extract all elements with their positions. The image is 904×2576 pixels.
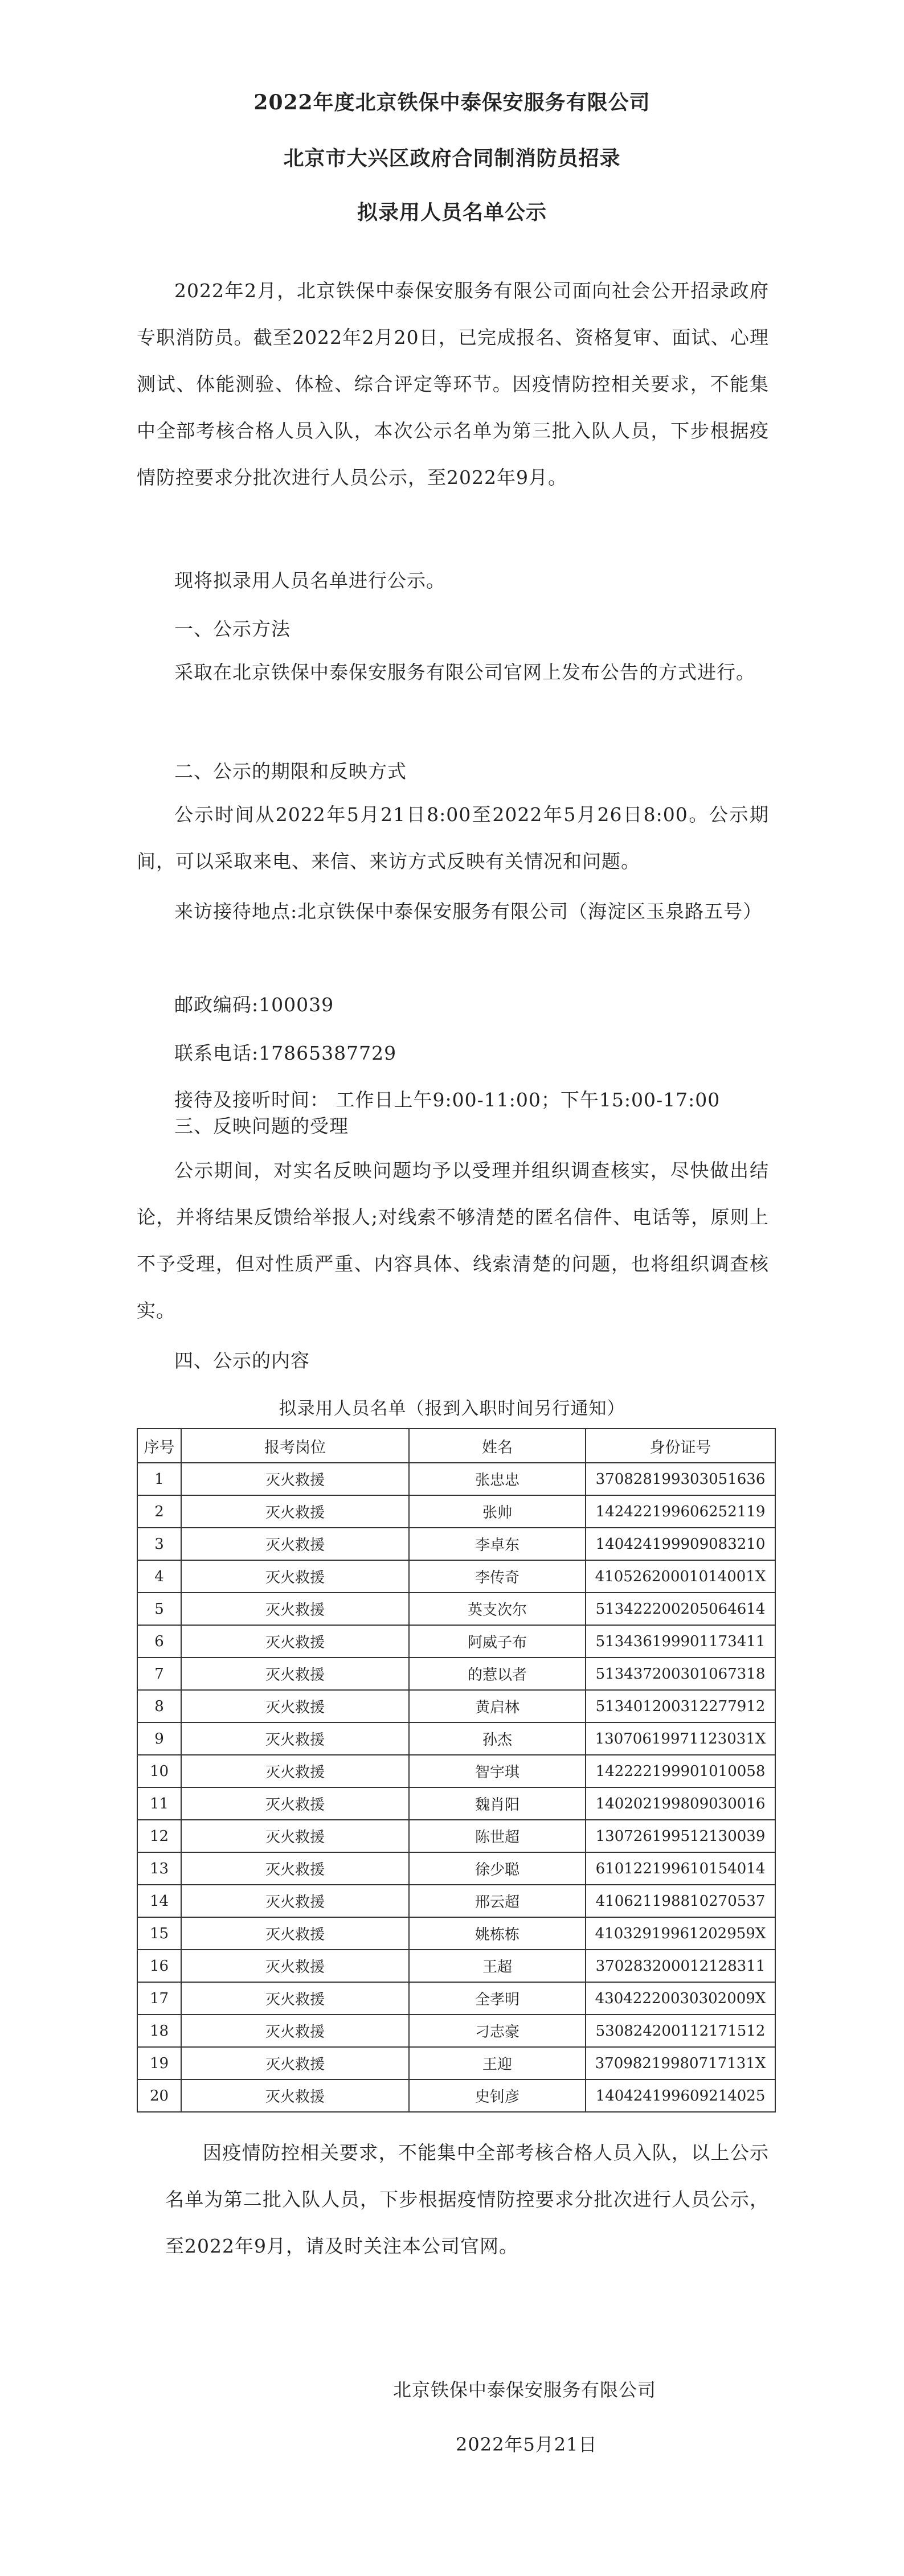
title-line-2: 北京市大兴区政府合同制消防员招录 (283, 146, 621, 170)
table-row (137, 1820, 775, 1852)
cell-name: 英支次尔 (409, 1593, 586, 1625)
table-row (137, 1885, 775, 1917)
table-caption: 拟录用人员名单（报到入职时间另行通知） (279, 1398, 625, 1419)
cell-name: 王超 (409, 1950, 586, 1982)
header-position: 报考岗位 (181, 1429, 409, 1463)
notice-line: 现将拟录用人员名单进行公示。 (174, 569, 445, 592)
title-line-1: 2022年度北京铁保中泰保安服务有限公司 (253, 91, 651, 114)
table-row (137, 2079, 775, 2112)
cell-position: 灭火救援 (181, 1528, 409, 1560)
cell-name: 刁志豪 (409, 2015, 586, 2047)
cell-id-number: 530824200112171512 (586, 2015, 775, 2047)
cell-position: 灭火救援 (181, 2015, 409, 2047)
cell-id-number: 610122199610154014 (586, 1852, 775, 1885)
cell-position: 灭火救援 (181, 1982, 409, 2015)
cell-index: 20 (137, 2079, 181, 2112)
cell-position: 灭火救援 (181, 1625, 409, 1658)
cell-name: 李卓东 (409, 1528, 586, 1560)
cell-id-number: 37098219980717131X (586, 2047, 775, 2079)
closing-paragraph: 因疫情防控相关要求，不能集中全部考核合格人员入队，以上公示名单为第二批入队人员，下步根据疫情防控要求分批次进行人员公示，至2022年9月，请及时关注本公司官网。 (165, 2142, 769, 2257)
cell-position: 灭火救援 (181, 1722, 409, 1755)
cell-name: 李传奇 (409, 1560, 586, 1593)
method-heading: 一、公示方法 (174, 618, 291, 640)
table-row (137, 1950, 775, 1982)
cell-position: 灭火救援 (181, 1463, 409, 1495)
cell-name: 徐少聪 (409, 1852, 586, 1885)
cell-index: 4 (137, 1560, 181, 1593)
table-row (137, 1852, 775, 1885)
content-heading: 四、公示的内容 (174, 1349, 310, 1372)
table-row (137, 1560, 775, 1593)
cell-id-number: 370828199303051636 (586, 1463, 775, 1495)
cell-index: 7 (137, 1658, 181, 1690)
table-row (137, 1495, 775, 1528)
cell-index: 14 (137, 1885, 181, 1917)
cell-index: 17 (137, 1982, 181, 2015)
method-text: 采取在北京铁保中泰保安服务有限公司官网上发布公告的方式进行。 (174, 661, 755, 683)
table-row (137, 1982, 775, 2015)
cell-id-number: 513436199901173411 (586, 1625, 775, 1658)
cell-name: 的惹以者 (409, 1658, 586, 1690)
postcode-line: 邮政编码:100039 (174, 994, 334, 1016)
table-row (137, 1625, 775, 1658)
cell-position: 灭火救援 (181, 1820, 409, 1852)
cell-id-number: 142422199606252119 (586, 1495, 775, 1528)
table-row (137, 2047, 775, 2079)
intro-paragraph: 2022年2月，北京铁保中泰保安服务有限公司面向社会公开招录政府专职消防员。截至2022年2月20日，已完成报名、资格复审、面试、心理测试、体能测验、体检、综合评定等环节。因疫情防控相关要求，不能集中全部考核合格人员入队，本次公示名单为第三批入队人员，下步根据疫情防控要求分批次进行人员公示，至2022年9月。 (137, 280, 769, 489)
cell-name: 孙杰 (409, 1722, 586, 1755)
cell-id-number: 513422200205064614 (586, 1593, 775, 1625)
cell-id-number: 513401200312277912 (586, 1690, 775, 1722)
cell-id-number: 410621198810270537 (586, 1885, 775, 1917)
cell-position: 灭火救援 (181, 1593, 409, 1625)
signature-company: 北京铁保中泰保安服务有限公司 (393, 2379, 657, 2401)
cell-id-number: 43042220030302009X (586, 1982, 775, 2015)
title-line-3: 拟录用人员名单公示 (357, 200, 547, 224)
cell-index: 19 (137, 2047, 181, 2079)
cell-index: 2 (137, 1495, 181, 1528)
cell-name: 黄启林 (409, 1690, 586, 1722)
table-row (137, 1755, 775, 1787)
hours-line: 接待及接听时间： 工作日上午9:00-11:00；下午15:00-17:00 (174, 1089, 721, 1111)
table-row (137, 1690, 775, 1722)
cell-index: 11 (137, 1787, 181, 1820)
table-row (137, 1917, 775, 1950)
cell-position: 灭火救援 (181, 2047, 409, 2079)
cell-position: 灭火救援 (181, 1787, 409, 1820)
cell-name: 魏肖阳 (409, 1787, 586, 1820)
cell-position: 灭火救援 (181, 1852, 409, 1885)
cell-index: 12 (137, 1820, 181, 1852)
cell-position: 灭火救援 (181, 1917, 409, 1950)
cell-index: 6 (137, 1625, 181, 1658)
period-heading: 二、公示的期限和反映方式 (174, 760, 407, 782)
cell-index: 10 (137, 1755, 181, 1787)
cell-position: 灭火救援 (181, 1658, 409, 1690)
cell-id-number: 142222199901010058 (586, 1755, 775, 1787)
cell-name: 王迎 (409, 2047, 586, 2079)
cell-id-number: 513437200301067318 (586, 1658, 775, 1690)
table-row (137, 1658, 775, 1690)
table-body (137, 1463, 775, 2112)
table-row (137, 1463, 775, 1495)
cell-name: 姚栋栋 (409, 1917, 586, 1950)
cell-name: 史钊彦 (409, 2079, 586, 2112)
cell-position: 灭火救援 (181, 1885, 409, 1917)
cell-id-number: 41052620001014001X (586, 1560, 775, 1593)
cell-id-number: 140202199809030016 (586, 1787, 775, 1820)
header-id-number: 身份证号 (586, 1429, 775, 1463)
cell-index: 8 (137, 1690, 181, 1722)
cell-name: 智宇琪 (409, 1755, 586, 1787)
cell-name: 张帅 (409, 1495, 586, 1528)
signature-date: 2022年5月21日 (456, 2434, 598, 2455)
table-row (137, 1787, 775, 1820)
cell-position: 灭火救援 (181, 1560, 409, 1593)
cell-id-number: 41032919961202959X (586, 1917, 775, 1950)
visit-text: 来访接待地点:北京铁保中泰保安服务有限公司（海淀区玉泉路五号） (174, 900, 763, 922)
cell-index: 15 (137, 1917, 181, 1950)
cell-id-number: 13070619971123031X (586, 1722, 775, 1755)
cell-id-number: 140424199609214025 (586, 2079, 775, 2112)
header-index: 序号 (137, 1429, 181, 1463)
candidate-table (137, 1428, 776, 2113)
cell-position: 灭火救援 (181, 1690, 409, 1722)
cell-name: 陈世超 (409, 1820, 586, 1852)
cell-position: 灭火救援 (181, 1950, 409, 1982)
cell-position: 灭火救援 (181, 2079, 409, 2112)
handling-heading: 三、反映问题的受理 (174, 1115, 349, 1137)
cell-name: 张忠忠 (409, 1463, 586, 1495)
cell-index: 18 (137, 2015, 181, 2047)
cell-index: 3 (137, 1528, 181, 1560)
table-row (137, 2015, 775, 2047)
cell-position: 灭火救援 (181, 1755, 409, 1787)
cell-index: 13 (137, 1852, 181, 1885)
handling-text: 公示期间，对实名反映问题均予以受理并组织调查核实，尽快做出结论，并将结果反馈给举报人;对线索不够清楚的匿名信件、电话等，原则上不予受理，但对性质严重、内容具体、线索清楚的问题，也将组织调查核实。 (137, 1159, 769, 1322)
period-text: 公示时间从2022年5月21日8:00至2022年5月26日8:00。公示期间，可以采取来电、来信、来访方式反映有关情况和问题。 (137, 803, 769, 872)
cell-index: 9 (137, 1722, 181, 1755)
cell-id-number: 140424199909083210 (586, 1528, 775, 1560)
table-row (137, 1722, 775, 1755)
cell-name: 阿威子布 (409, 1625, 586, 1658)
cell-name: 全孝明 (409, 1982, 586, 2015)
cell-id-number: 130726199512130039 (586, 1820, 775, 1852)
cell-id-number: 370283200012128311 (586, 1950, 775, 1982)
cell-index: 1 (137, 1463, 181, 1495)
table-header-row (137, 1429, 775, 1463)
cell-name: 邢云超 (409, 1885, 586, 1917)
table-row (137, 1528, 775, 1560)
cell-index: 5 (137, 1593, 181, 1625)
header-name: 姓名 (409, 1429, 586, 1463)
table-row (137, 1593, 775, 1625)
cell-index: 16 (137, 1950, 181, 1982)
cell-position: 灭火救援 (181, 1495, 409, 1528)
phone-line: 联系电话:17865387729 (174, 1042, 397, 1064)
